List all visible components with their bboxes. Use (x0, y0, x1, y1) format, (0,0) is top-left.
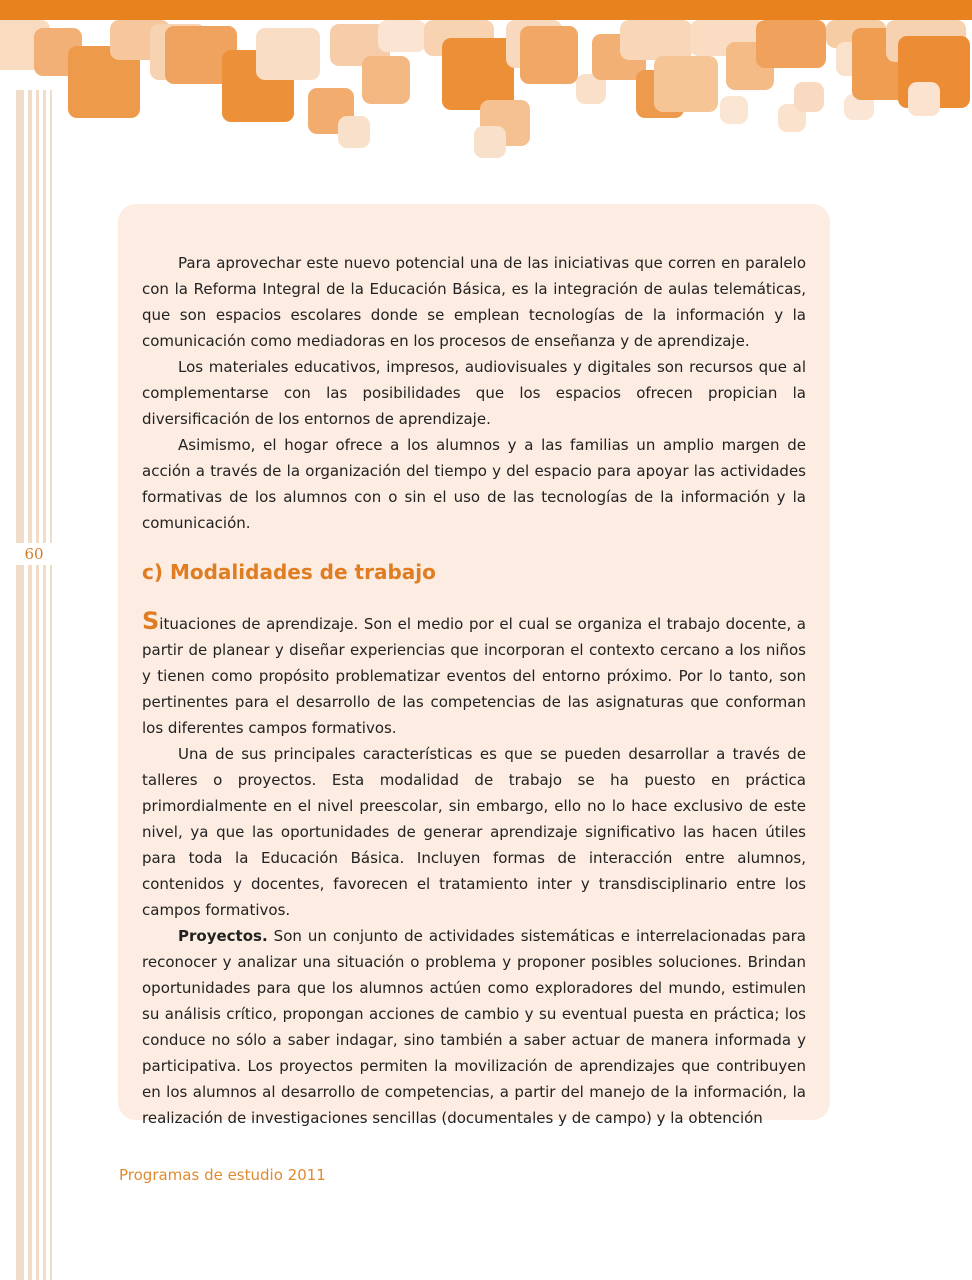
drop-cap: S (142, 607, 160, 635)
page-number: 60 (14, 543, 54, 565)
left-margin-stripes (0, 90, 60, 1280)
paragraph-materiales-educativos: Los materiales educativos, impresos, audiovisuales y digitales son recursos que al complementarse con las posibilidades que los espacios ofrecen propician la diversificación de los entornos de aprendizaje. (142, 358, 806, 428)
paragraph-aulas-telematicas: Para aprovechar este nuevo potencial una de las iniciativas que corren en paralelo con la Reforma Integral de la Educación Básica, es la integración de aulas telemáticas, que son espacios escolares donde se emplean tecnologías de la información y la comunicación como mediadoras en los procesos de enseñanza y de aprendizaje. (142, 254, 806, 350)
section-heading: c) Modalidades de trabajo (142, 560, 436, 584)
proyectos-text: Son un conjunto de actividades sistemáticas e interrelacionadas para reconocer y analizar una situación o problema y proponer posibles soluciones. Brindan oportunidades para que los alumnos actúen como exploradores del mundo, estimulen su análisis crítico, propongan acciones de cambio y su eventual puesta en práctica; los conduce no sólo a saber indagar, sino también a saber actuar de manera informada y participativa. Los proyectos permiten la movilización de aprendizajes que contribuyen en los alumnos al desarrollo de competencias, a partir del manejo de la información, la realización de investigaciones sencillas (documentales y de campo) y la obtención (142, 927, 806, 1127)
proyectos-label: Proyectos. (178, 927, 268, 945)
paragraph-situaciones-aprendizaje (142, 608, 806, 741)
situaciones-text: ituaciones de aprendizaje. Son el medio por el cual se organiza el trabajo docente, a partir de planear y diseñar experiencias que incorporan el contexto cercano a los niños y tienen como propósito problematizar eventos del entorno próximo. Por lo tanto, son pertinentes para el desarrollo de las competencias de las asignaturas que conforman los diferentes campos formativos. (142, 615, 806, 737)
footer-publication-title: Programas de estudio 2011 (119, 1166, 326, 1184)
paragraph-caracteristicas: Una de sus principales características es que se pueden desarrollar a través de talleres o proyectos. Esta modalidad de trabajo se ha puesto en práctica primordialmente en el nivel preescolar, sin embargo, ello no lo hace exclusivo de este nivel, ya que las oportunidades de generar aprendizaje significativo las hacen útiles para toda la Educación Básica. Incluyen formas de interacción entre alumnos, contenidos y docentes, favorecen el tratamiento inter y transdisciplinario entre los campos formativos. (142, 745, 806, 919)
main-text (142, 250, 806, 1131)
decorative-squares-header (0, 20, 972, 160)
top-orange-band (0, 0, 972, 20)
paragraph-hogar: Asimismo, el hogar ofrece a los alumnos y a las familias un amplio margen de acción a través de la organización del tiempo y del espacio para apoyar las actividades formativas de los alumnos con o sin el uso de las tecnologías de la información y la comunicación. (142, 436, 806, 532)
paragraph-proyectos (142, 923, 806, 1131)
